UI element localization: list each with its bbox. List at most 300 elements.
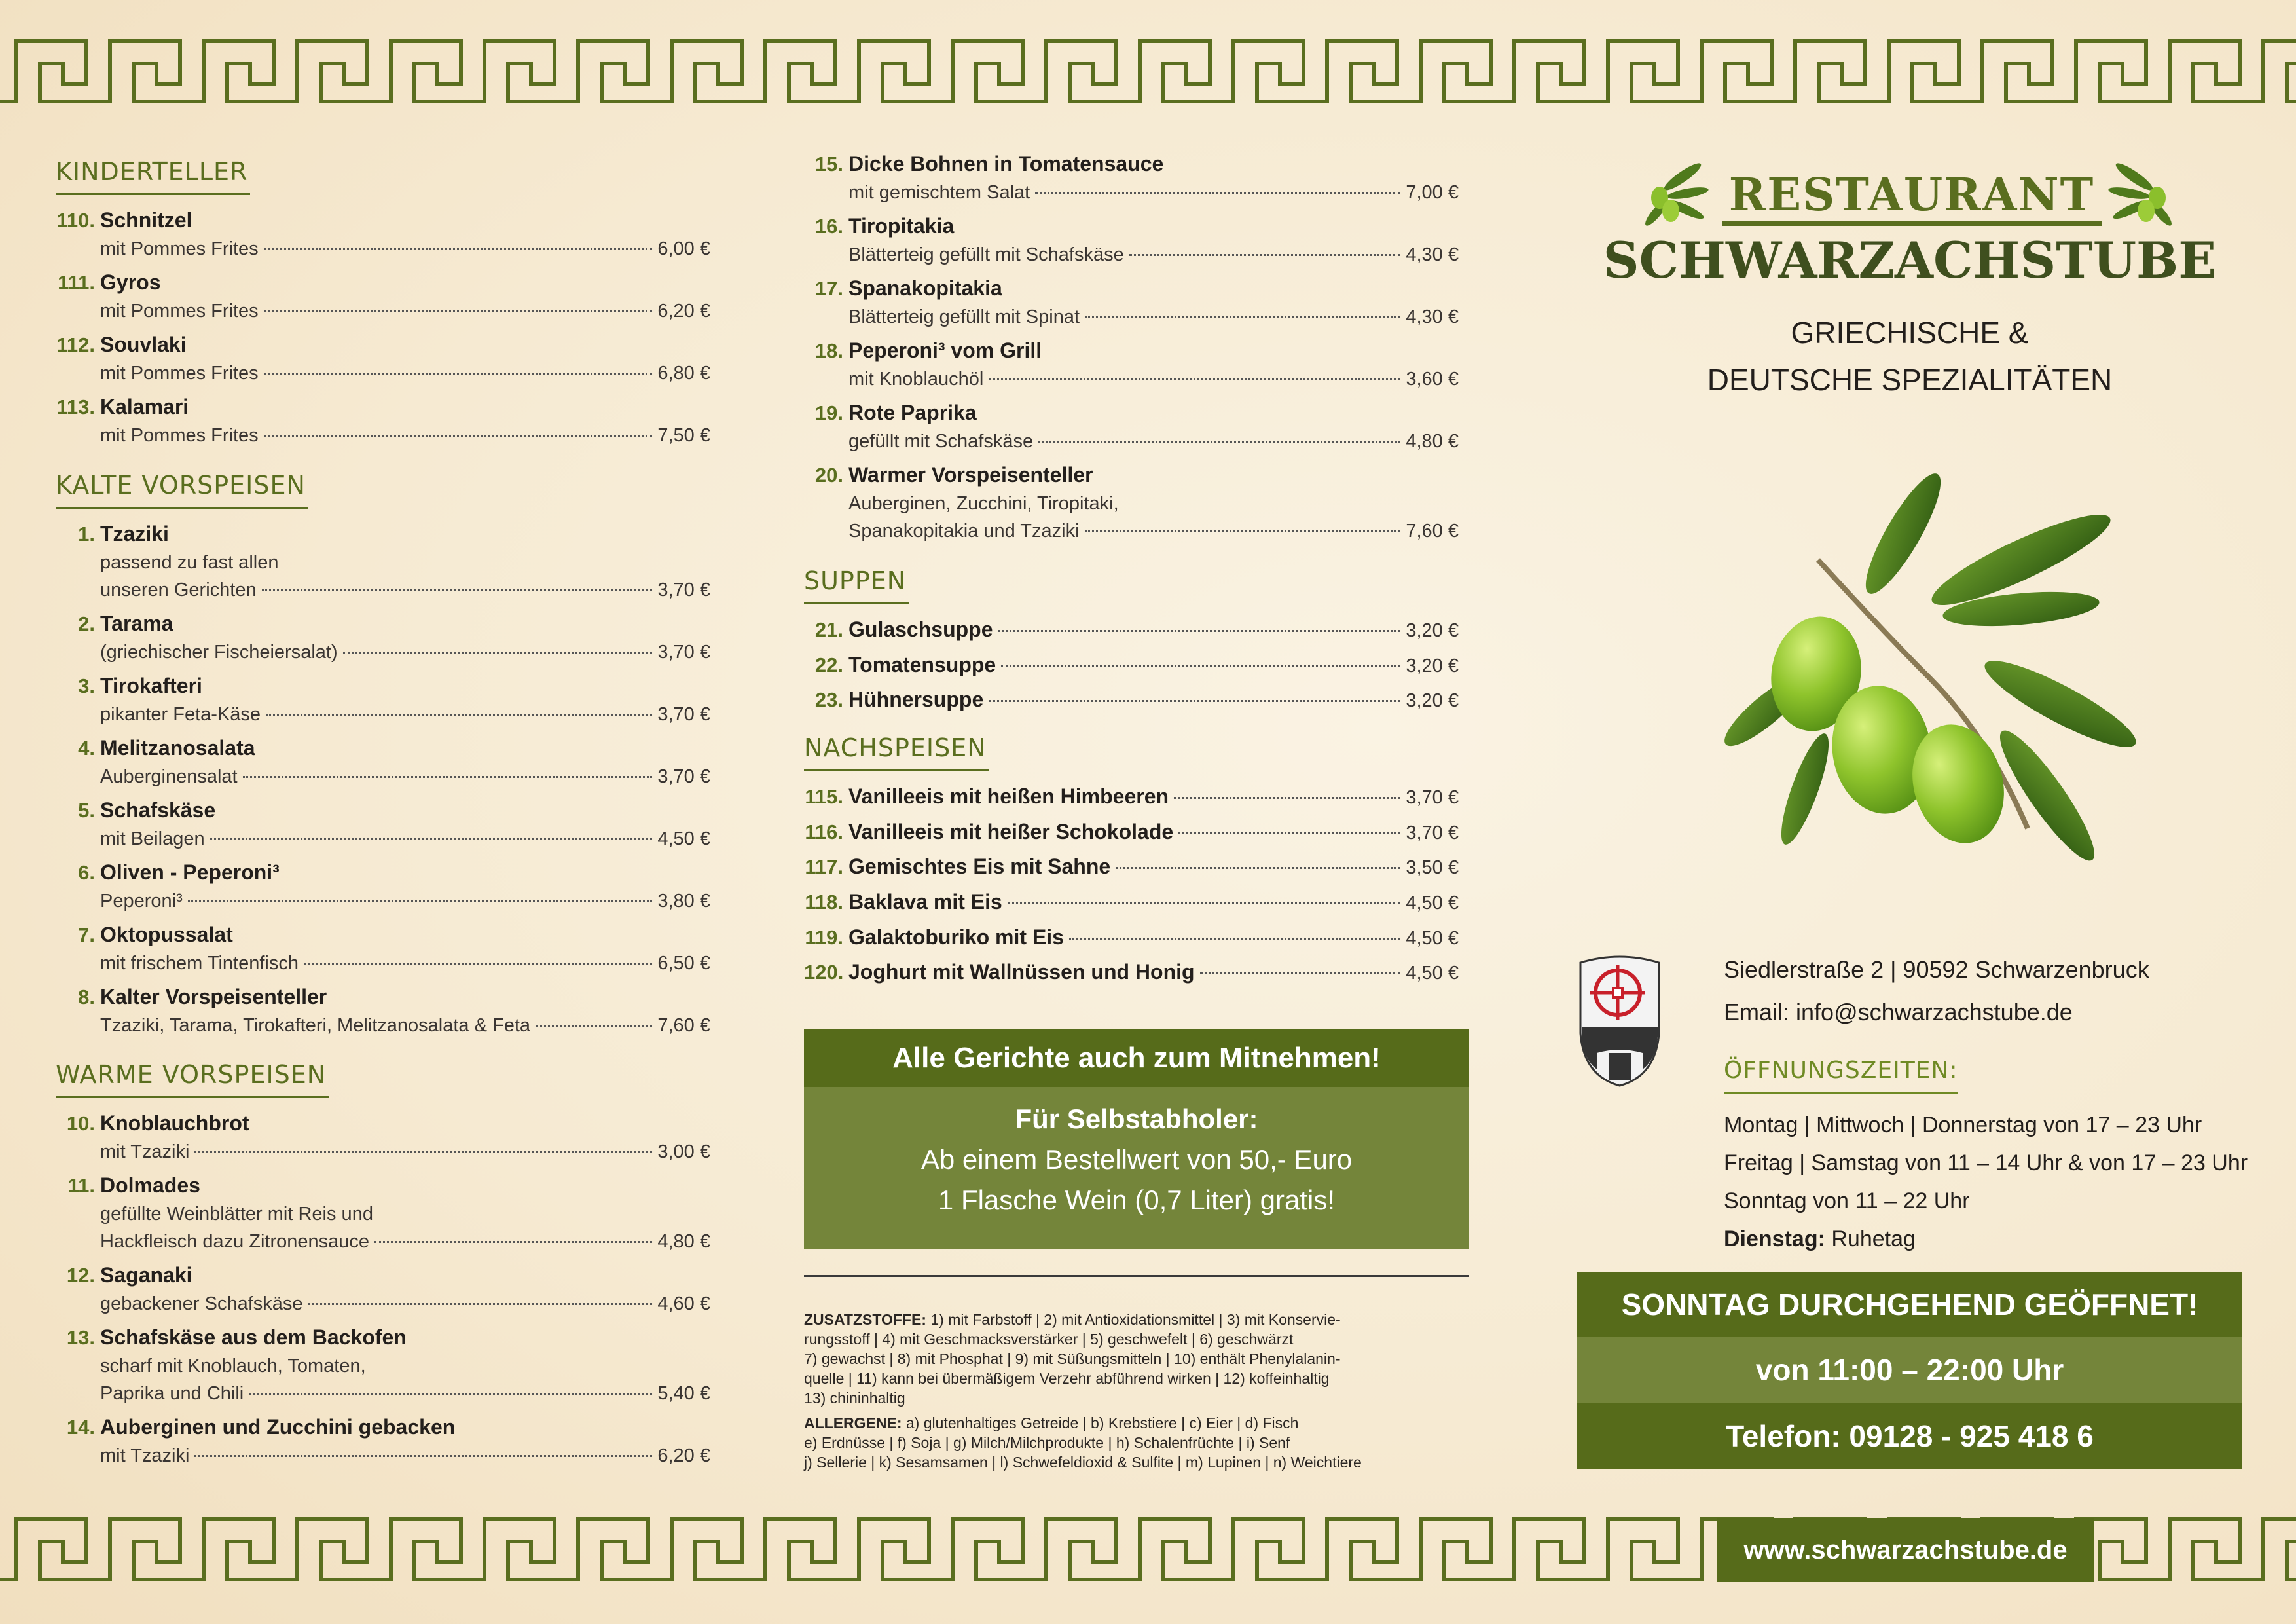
menu-item — [56, 206, 710, 263]
menu-item — [804, 887, 1459, 923]
dotted-leader — [1069, 938, 1400, 940]
item-title-row — [804, 650, 1459, 680]
cuisine-subtitle — [1577, 309, 2242, 403]
item-name: Gemischtes Eis mit Sahne — [848, 855, 1111, 879]
item-description: gefüllte Weinblätter mit Reis und — [100, 1204, 373, 1225]
restaurant-name: SCHWARZACHSTUBE — [1603, 231, 2217, 289]
sunday-banner: SONNTAG DURCHGEHEND GEÖFFNET! — [1577, 1272, 2242, 1337]
menu-section — [804, 733, 1459, 993]
item-title-row — [56, 1412, 710, 1442]
item-name: Dicke Bohnen in Tomatensauce — [848, 152, 1164, 175]
closed-label: Ruhetag — [1825, 1227, 1916, 1251]
dotted-leader — [264, 310, 653, 312]
item-number: 13. — [66, 1326, 95, 1349]
dotted-leader — [989, 700, 1400, 702]
menu-section — [804, 149, 1459, 550]
email-link[interactable]: Email: info@schwarzachstube.de — [1724, 999, 2073, 1025]
menu-item — [804, 817, 1459, 853]
item-price: 4,30 € — [1406, 306, 1459, 327]
item-name: Rote Paprika — [848, 401, 977, 424]
hours-line: Sonntag von 11 – 22 Uhr — [1724, 1189, 1970, 1213]
item-price: 7,50 € — [657, 425, 710, 446]
item-number: 19. — [814, 401, 843, 424]
item-description: unseren Gerichten — [100, 580, 257, 600]
dotted-leader — [1038, 441, 1400, 443]
dotted-leader — [1085, 530, 1401, 532]
item-name: Vanilleeis mit heißen Himbeeren — [848, 784, 1169, 808]
hours-line: Montag | Mittwoch | Donnerstag von 17 – 23 Uhr — [1724, 1113, 2202, 1137]
additives-line: 1) mit Farbstoff | 2) mit Antioxidationsmittel | 3) mit Konservie- — [926, 1311, 1341, 1328]
item-name: Spanakopitakia — [848, 276, 1002, 300]
item-name: Vanilleeis mit heißer Schokolade — [848, 819, 1174, 843]
item-title-row — [804, 923, 1459, 952]
item-title-row — [56, 609, 710, 638]
item-description-row — [56, 549, 710, 576]
menu-item — [56, 330, 710, 387]
item-title-row — [804, 957, 1459, 987]
dotted-leader — [989, 378, 1400, 380]
item-price: 4,50 € — [657, 828, 710, 849]
item-price: 3,70 € — [657, 766, 710, 787]
selfpickup-title: Für Selbstabholer: — [1015, 1103, 1258, 1134]
menu-items — [56, 206, 710, 449]
item-description: mit Tzaziki — [100, 1445, 190, 1466]
opening-hours-title: ÖFFNUNGSZEITEN: — [1724, 1056, 1958, 1094]
item-price: 7,60 € — [657, 1015, 710, 1036]
item-description-row — [56, 1138, 710, 1166]
sunday-box — [1577, 1272, 2242, 1469]
item-price: 6,20 € — [657, 1445, 710, 1466]
item-number: 15. — [814, 153, 843, 175]
menu-item — [56, 1412, 710, 1469]
allergens-line: a) glutenhaltiges Getreide | b) Krebstiere | c) Eier | d) Fisch — [902, 1414, 1299, 1431]
dotted-leader — [1200, 972, 1401, 974]
item-price: 6,00 € — [657, 238, 710, 259]
item-description: mit Knoblauchöl — [848, 369, 984, 390]
item-number: 115. — [805, 785, 843, 808]
menu-item — [804, 460, 1459, 545]
olive-sprig-icon-right — [2108, 157, 2180, 229]
item-price: 4,80 € — [657, 1231, 710, 1252]
item-description: Auberginensalat — [100, 766, 238, 787]
item-number: 11. — [67, 1174, 95, 1197]
allergens-line: e) Erdnüsse | f) Soja | g) Milch/Milchprodukte | h) Schalenfrüchte | i) Senf — [804, 1434, 1290, 1451]
item-description-row — [56, 360, 710, 387]
item-name: Tiropitakia — [848, 214, 955, 238]
menu-column-left — [56, 0, 710, 1506]
item-name: Oliven - Peperoni³ — [100, 860, 280, 884]
dotted-leader — [264, 248, 653, 250]
menu-items — [804, 615, 1459, 720]
dotted-leader — [264, 373, 653, 375]
takeaway-box — [804, 1029, 1469, 1249]
item-name: Kalamari — [100, 395, 189, 418]
item-number: 7. — [78, 923, 95, 946]
item-price: 7,00 € — [1406, 182, 1459, 203]
item-name: Joghurt mit Wallnüssen und Honig — [848, 960, 1195, 984]
item-number: 21. — [814, 618, 843, 641]
item-name: Oktopussalat — [100, 923, 233, 946]
menu-item — [804, 782, 1459, 817]
olive-branch-illustration — [1713, 462, 2139, 864]
item-description: scharf mit Knoblauch, Tomaten, — [100, 1356, 366, 1376]
item-title-row — [56, 733, 710, 763]
menu-item — [56, 519, 710, 604]
item-price: 3,70 € — [1406, 822, 1459, 843]
section-title: KALTE VORSPEISEN — [56, 470, 308, 509]
hours-line: Freitag | Samstag von 11 – 14 Uhr & von 17 – 23 Uhr — [1724, 1151, 2248, 1175]
item-number: 6. — [78, 861, 95, 884]
item-description: Spanakopitakia und Tzaziki — [848, 521, 1080, 542]
item-title-row — [56, 519, 710, 549]
item-name: Kalter Vorspeisenteller — [100, 985, 327, 1008]
item-title-row — [804, 460, 1459, 490]
item-title-row — [804, 398, 1459, 428]
section-title: SUPPEN — [804, 566, 909, 604]
item-number: 12. — [66, 1264, 95, 1287]
menu-item — [56, 982, 710, 1039]
menu-item — [56, 920, 710, 977]
item-title-row — [804, 336, 1459, 365]
section-title: NACHSPEISEN — [804, 733, 989, 771]
divider — [804, 1275, 1469, 1277]
dotted-leader — [1085, 316, 1400, 318]
item-price: 6,50 € — [657, 953, 710, 974]
item-number: 16. — [814, 215, 843, 238]
menu-item — [56, 392, 710, 449]
menu-item — [56, 733, 710, 790]
item-price: 3,70 € — [1406, 787, 1459, 808]
item-name: Auberginen und Zucchini gebacken — [100, 1415, 456, 1439]
dotted-leader — [998, 630, 1401, 632]
additives-line: 13) chininhaltig — [804, 1390, 905, 1407]
item-name: Gulaschsuppe — [848, 618, 993, 641]
item-number: 23. — [814, 688, 843, 712]
opening-hours — [1724, 1106, 2248, 1258]
item-description-row — [56, 235, 710, 263]
item-number: 117. — [805, 855, 843, 879]
menu-item — [804, 212, 1459, 268]
menu-item — [56, 796, 710, 853]
item-number: 20. — [814, 464, 843, 487]
item-price: 3,20 € — [1406, 655, 1459, 676]
item-description: Tzaziki, Tarama, Tirokafteri, Melitzanosalata & Feta — [100, 1015, 531, 1036]
menu-item — [56, 1323, 710, 1407]
dotted-leader — [1116, 867, 1400, 869]
item-description-row — [804, 303, 1459, 331]
item-description-row — [56, 763, 710, 790]
item-number: 8. — [78, 986, 95, 1008]
item-description-row — [56, 1200, 710, 1228]
item-number: 5. — [78, 799, 95, 822]
item-name: Souvlaki — [100, 333, 187, 356]
item-price: 4,50 € — [1406, 893, 1459, 914]
menu-item — [56, 1171, 710, 1255]
item-description-row — [56, 297, 710, 325]
item-description-row — [56, 825, 710, 853]
item-description-row — [56, 422, 710, 449]
item-description-row — [804, 179, 1459, 206]
dotted-leader — [1174, 797, 1400, 799]
menu-item — [56, 858, 710, 915]
coat-of-arms-icon — [1577, 955, 1662, 1088]
item-number: 111. — [58, 271, 95, 294]
dotted-leader — [194, 1455, 652, 1457]
item-title-row — [804, 149, 1459, 179]
item-price: 4,80 € — [1406, 431, 1459, 452]
item-number: 1. — [78, 523, 95, 545]
item-number: 120. — [804, 961, 844, 984]
item-price: 5,40 € — [657, 1383, 710, 1404]
item-description-row — [56, 1012, 710, 1039]
item-description-row — [56, 950, 710, 977]
menu-item — [804, 852, 1459, 887]
item-name: Tarama — [100, 612, 173, 635]
item-description-row — [804, 365, 1459, 393]
menu-items — [56, 1109, 710, 1469]
item-title-row — [56, 671, 710, 701]
item-title-row — [56, 1261, 710, 1290]
menu-item — [56, 671, 710, 728]
menu-item — [56, 268, 710, 325]
dotted-leader — [1035, 192, 1400, 194]
menu-section — [56, 470, 710, 1044]
item-name: Dolmades — [100, 1173, 200, 1197]
menu-item — [804, 149, 1459, 206]
item-name: Warmer Vorspeisenteller — [848, 463, 1093, 487]
item-description: Blätterteig gefüllt mit Spinat — [848, 306, 1080, 327]
dotted-leader — [304, 963, 652, 965]
menu-item — [804, 957, 1459, 993]
menu-item — [804, 615, 1459, 650]
item-description: mit frischem Tintenfisch — [100, 953, 299, 974]
item-name: Tzaziki — [100, 522, 169, 545]
item-title-row — [804, 274, 1459, 303]
dotted-leader — [262, 589, 653, 591]
item-name: Schnitzel — [100, 208, 192, 232]
menu-item — [804, 923, 1459, 958]
item-title-row — [804, 212, 1459, 241]
item-price: 4,30 € — [1406, 244, 1459, 265]
item-name: Peperoni³ vom Grill — [848, 339, 1042, 362]
section-title: WARME VORSPEISEN — [56, 1060, 329, 1098]
dotted-leader — [343, 652, 653, 654]
selfpickup-line-2: 1 Flasche Wein (0,7 Liter) gratis! — [938, 1185, 1336, 1215]
allergens-line: j) Sellerie | k) Sesamsamen | l) Schwefeldioxid & Sulfite | m) Lupinen | n) Weichtiere — [804, 1454, 1362, 1471]
dotted-leader — [1001, 665, 1400, 667]
subtitle-line-2: DEUTSCHE SPEZIALITÄTEN — [1707, 363, 2113, 397]
restaurant-label: RESTAURANT — [1722, 169, 2102, 226]
item-description: Blätterteig gefüllt mit Schafskäse — [848, 244, 1124, 265]
item-number: 110. — [56, 209, 95, 232]
item-name: Hühnersuppe — [848, 688, 984, 712]
item-description: mit Beilagen — [100, 828, 205, 849]
item-description-row — [804, 241, 1459, 268]
menu-section — [56, 1060, 710, 1475]
item-number: 3. — [78, 674, 95, 697]
item-description: mit Tzaziki — [100, 1141, 190, 1162]
item-number: 4. — [78, 737, 95, 760]
subtitle-line-1: GRIECHISCHE & — [1791, 316, 2029, 350]
item-description-row — [56, 1228, 710, 1255]
item-title-row — [56, 920, 710, 950]
item-number: 112. — [56, 333, 95, 356]
item-title-row — [56, 858, 710, 887]
item-description-row — [56, 887, 710, 915]
item-description-row — [56, 1352, 710, 1380]
item-name: Knoblauchbrot — [100, 1111, 249, 1135]
item-price: 4,50 € — [1406, 963, 1459, 984]
item-name: Melitzanosalata — [100, 736, 255, 760]
item-number: 18. — [814, 339, 843, 362]
item-description: mit Pommes Frites — [100, 301, 259, 322]
additives-label: ZUSATZSTOFFE: — [804, 1311, 926, 1328]
item-name: Galaktoburiko mit Eis — [848, 925, 1064, 949]
item-price: 3,70 € — [657, 580, 710, 600]
menu-item — [56, 1261, 710, 1318]
phone-number[interactable]: Telefon: 09128 - 925 418 6 — [1577, 1403, 2242, 1469]
item-description: mit Pommes Frites — [100, 363, 259, 384]
item-title-row — [56, 268, 710, 297]
selfpickup-line-1: Ab einem Bestellwert von 50,- Euro — [920, 1144, 1353, 1175]
item-description-row — [56, 1380, 710, 1407]
section-title: KINDERTELLER — [56, 157, 250, 195]
item-description: pikanter Feta-Käse — [100, 704, 261, 725]
item-price: 3,60 € — [1406, 369, 1459, 390]
menu-item — [804, 336, 1459, 393]
item-description: Peperoni³ — [100, 891, 183, 912]
item-price: 6,80 € — [657, 363, 710, 384]
item-title-row — [804, 817, 1459, 847]
item-title-row — [56, 1171, 710, 1200]
item-title-row — [56, 982, 710, 1012]
item-price: 4,50 € — [1406, 927, 1459, 949]
dotted-leader — [264, 435, 653, 437]
item-price: 3,20 € — [1406, 620, 1459, 641]
website-link[interactable]: www.schwarzachstube.de — [1717, 1518, 2094, 1582]
item-name: Tomatensuppe — [848, 652, 996, 676]
item-description-row — [56, 1442, 710, 1469]
item-description: mit Pommes Frites — [100, 425, 259, 446]
item-name: Tirokafteri — [100, 674, 202, 697]
item-description: mit Pommes Frites — [100, 238, 259, 259]
menu-item — [56, 609, 710, 666]
item-title-row — [56, 796, 710, 825]
sunday-hours: von 11:00 – 22:00 Uhr — [1755, 1353, 2064, 1387]
item-price: 3,00 € — [657, 1141, 710, 1162]
item-description-row — [804, 517, 1459, 545]
item-title-row — [56, 1109, 710, 1138]
item-title-row — [804, 615, 1459, 644]
dotted-leader — [188, 900, 653, 902]
takeaway-headline: Alle Gerichte auch zum Mitnehmen! — [804, 1029, 1469, 1087]
item-description-row — [56, 701, 710, 728]
item-price: 4,60 € — [657, 1293, 710, 1314]
item-title-row — [804, 852, 1459, 881]
item-name: Saganaki — [100, 1263, 192, 1287]
item-description-row — [56, 638, 710, 666]
item-price: 3,70 € — [657, 704, 710, 725]
item-number: 14. — [66, 1416, 95, 1439]
item-description: Hackfleisch dazu Zitronensauce — [100, 1231, 370, 1252]
item-title-row — [56, 330, 710, 360]
dotted-leader — [210, 838, 653, 840]
item-name: Schafskäse — [100, 798, 216, 822]
dotted-leader — [1129, 254, 1401, 256]
item-title-row — [56, 392, 710, 422]
item-title-row — [56, 1323, 710, 1352]
item-description: gebackener Schafskäse — [100, 1293, 303, 1314]
menu-items — [56, 519, 710, 1039]
item-number: 22. — [814, 653, 843, 676]
additives-line: quelle | 11) kann bei übermäßigem Verzehr abführend wirken | 12) koffeinhaltig — [804, 1370, 1330, 1387]
dotted-leader — [194, 1151, 652, 1153]
item-number: 118. — [805, 891, 843, 914]
menu-item — [56, 1109, 710, 1166]
olive-sprig-icon-left — [1637, 157, 1709, 229]
item-description-row — [56, 1290, 710, 1318]
menu-item — [804, 274, 1459, 331]
menu-items — [804, 149, 1459, 545]
dotted-leader — [374, 1241, 652, 1243]
additives-legend — [804, 1310, 1472, 1472]
menu-section — [804, 566, 1459, 720]
menu-item — [804, 398, 1459, 455]
dotted-leader — [243, 776, 653, 778]
item-price: 7,60 € — [1406, 521, 1459, 542]
item-name: Baklava mit Eis — [848, 890, 1002, 914]
dotted-leader — [1178, 832, 1400, 834]
item-description: Paprika und Chili — [100, 1383, 244, 1404]
item-description: mit gemischtem Salat — [848, 182, 1030, 203]
item-number: 2. — [78, 612, 95, 635]
dotted-leader — [266, 714, 652, 716]
dotted-leader — [1008, 902, 1401, 904]
item-title-row — [804, 887, 1459, 917]
menu-section — [56, 157, 710, 454]
dotted-leader — [308, 1303, 653, 1305]
item-description: gefüllt mit Schafskäse — [848, 431, 1034, 452]
item-description: passend zu fast allen — [100, 552, 279, 573]
item-price: 6,20 € — [657, 301, 710, 322]
item-description-row — [804, 490, 1459, 517]
item-name: Gyros — [100, 270, 161, 294]
item-price: 3,80 € — [657, 891, 710, 912]
dotted-leader — [536, 1025, 652, 1027]
item-description-row — [56, 576, 710, 604]
item-description-row — [804, 428, 1459, 455]
item-description: (griechischer Fischeiersalat) — [100, 642, 338, 663]
address: Siedlerstraße 2 | 90592 Schwarzenbruck — [1724, 956, 2149, 983]
item-name: Schafskäse aus dem Backofen — [100, 1325, 407, 1349]
item-title-row — [56, 206, 710, 235]
dotted-leader — [249, 1393, 652, 1395]
allergens-label: ALLERGENE: — [804, 1414, 902, 1431]
item-title-row — [804, 685, 1459, 714]
item-price: 3,50 € — [1406, 857, 1459, 879]
item-number: 17. — [814, 277, 843, 300]
item-price: 3,20 € — [1406, 690, 1459, 712]
menu-items — [804, 782, 1459, 993]
item-number: 119. — [805, 925, 843, 949]
item-number: 116. — [805, 820, 843, 843]
closed-day: Dienstag: — [1724, 1227, 1825, 1251]
menu-item — [804, 650, 1459, 686]
item-number: 10. — [66, 1112, 95, 1135]
menu-item — [804, 685, 1459, 720]
item-description: Auberginen, Zucchini, Tiropitaki, — [848, 493, 1119, 514]
additives-line: 7) gewachst | 8) mit Phosphat | 9) mit Süßungsmitteln | 10) enthält Phenylalanin- — [804, 1350, 1341, 1367]
